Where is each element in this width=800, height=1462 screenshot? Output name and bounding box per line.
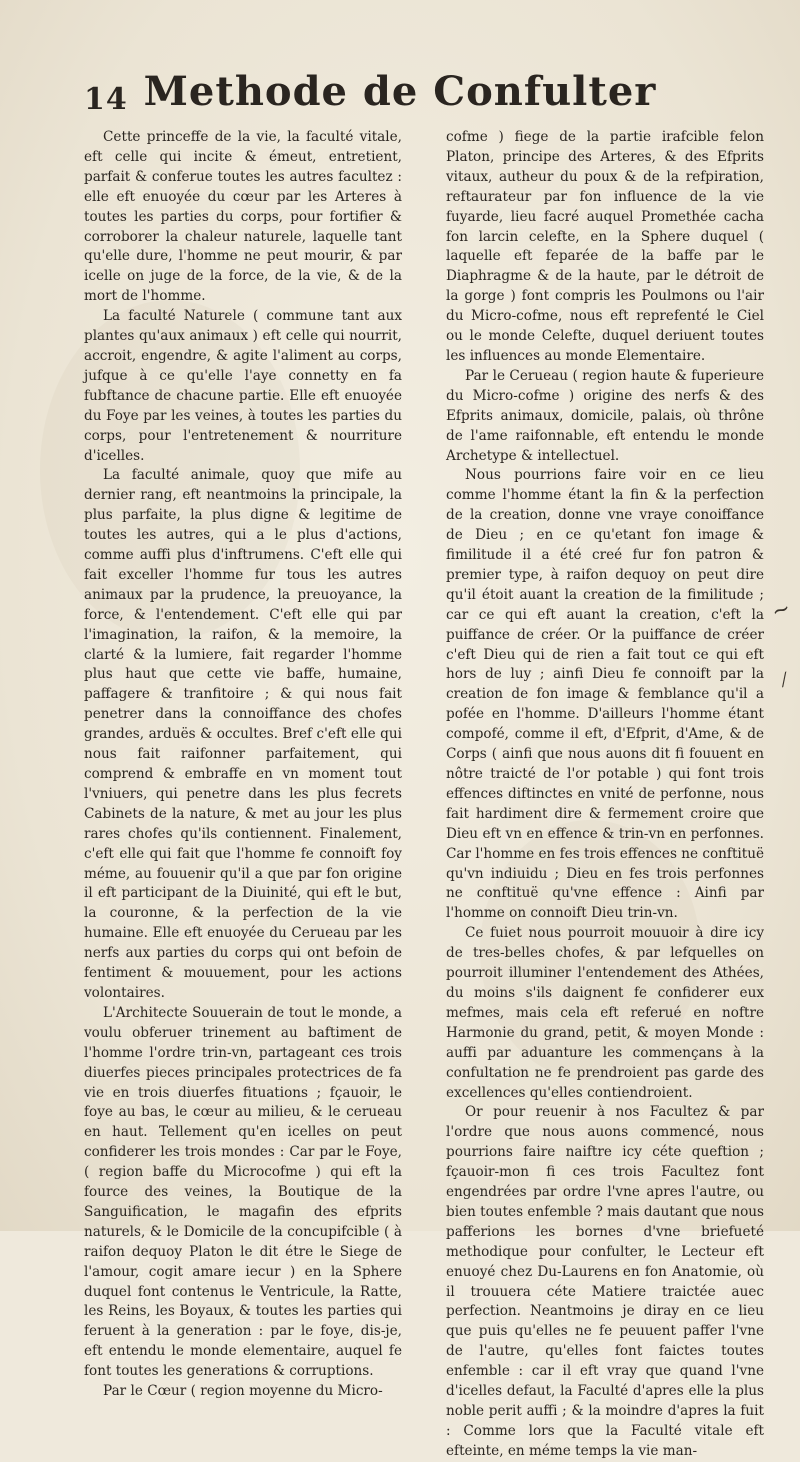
paragraph: L'Architecte Souuerain de tout le monde, a voulu obferuer trinement au baftiment de l'homme l'ordre trin-vn, partageant ces trois diuerfes pieces principales protectrices de fa vie en trois diuerfes fituations ; fçauoir, le foye au bas, le cœur au milieu, & le cerueau en haut. Tellement qu'en icelles on peut confiderer les trois mondes : Car par le Foye, ( region baffe du Microcofme ) qui eft la fource des veines, la Boutique de la Sanguification, le magafin des efprits naturels, & le Domicile de la concupifcible ( à raifon dequoy Platon le dit étre le Siege de l'amour, cogit amare iecur ) en la Sphere duquel font contenus le Ventricule, la Ratte, les Reins, les Boyaux, & toutes les parties qui feruent à la generation : par le foye, dis-je, eft entendu le monde elementaire, auquel fe font toutes les generations & corruptions. [84, 1004, 402, 1380]
running-title: Methode de Confulter [143, 68, 657, 115]
paragraph: Par le Cœur ( region moyenne du Micro- [103, 1383, 383, 1400]
paragraph: La faculté Naturele ( commune tant aux plantes qu'aux animaux ) eft celle qui nourrit, accroit, engendre, & agite l'aliment au corps, jufque à ce qu'elle l'aye connetty en fa fubftance de chacune partie. Elle eft enuoyée du Foye par les veines, à toutes les parties du corps, pour l'entretenement & nourriture d'icelles. [84, 308, 402, 464]
paragraph: Ce fuiet nous pourroit mouuoir à dire icy de tres-belles chofes, & par lefquelles on pourroit illuminer l'entendement des Athées, du moins s'ils daignent fe confiderer eux mefmes, mais cela eft referué en noftre Harmonie du grand, petit, & moyen Monde : auffi par aduanture les commençans à la confultation ne fe prendroient pas garde des excellences qu'elles contiendroient. [446, 925, 764, 1101]
page-header [0, 68, 800, 118]
paragraph: cofme ) fiege de la partie irafcible felon Platon, principe des Arteres, & des Efprits vitaux, autheur du poux & de la refpiration, reftaurateur par fon influence de la vie fuyarde, lieu facré auquel Promethée cacha fon larcin celefte, en la Sphere duquel ( laquelle eft feparée de la baffe par le Diaphragme & de la haute, par le détroit de la gorge ) font compris les Poulmons ou l'air du Micro-cofme, nous eft reprefenté le Ciel ou le monde Celefte, duquel deriuent toutes les influences au monde Elementaire. [446, 129, 764, 364]
page-number: 14 [84, 82, 128, 117]
paragraph: Par le Cerueau ( region haute & fuperieure du Micro-cofme ) origine des nerfs & des Efprits animaux, domicile, palais, où thrône de l'ame raifonnable, eft entendu le monde Archetype & intellectuel. [446, 367, 764, 464]
left-column [84, 128, 402, 1400]
paragraph: Or pour reuenir à nos Facultez & par l'ordre que nous auons commencé, nous pourrions faire naiftre icy céte queftion ; fçauoir-mon fi ces trois Facultez font engendrées par ordre l'vne apres l'autre, ou bien toutes enfemble ? mais dautant que nous pafferions les bornes d'vne briefueté methodique pour confulter, le Lecteur eft enuoyé chez Du-Laurens en fon Anatomie, où il trouuera céte Matiere traictée auec perfection. Neantmoins je diray en ce lieu que puis qu'elles ne fe peuuent paffer l'vne de l'autre, qu'elles font faictes toutes enfemble : car il eft vray que quand l'vne d'icelles defaut, la Faculté d'apres elle la plus noble perit auffi ; & la moindre d'apres la fuit : Comme lors que la Faculté vitale eft efteinte, en méme temps la vie man- [446, 1104, 764, 1459]
text-columns [84, 128, 765, 1459]
paragraph: Nous pourrions faire voir en ce lieu comme l'homme étant la fin & la perfection de la creation, donne vne vraye conoiffance de Dieu ; en ce qu'etant fon image & fimilitude il a été creé fur fon patron & premier type, à raifon dequoy on peut dire qu'il étoit auant la creation de la fimilitude ; car ce qui eft auant la creation, c'eft la puiffance de créer. Or la puiffance de créer c'eft Dieu qui de rien a fait tout ce qui eft hors de luy ; ainfi Dieu fe connoift par la creation de fon image & femblance qu'il a pofée en l'homme. D'ailleurs l'homme étant compofé, comme il eft, d'Efprit, d'Ame, & de Corps ( ainfi que nous auons dit fi fouuent en nôtre traicté de l'or potable ) qui font trois effences diftinctes en vnité de perfonne, nous fait hardiment dire & fermement croire que Dieu eft vn en effence & trin-vn en perfonnes. Car l'homme en fes trois effences ne conftituë qu'vn indiuidu ; Dieu en fes trois perfonnes ne conftituë qu'vne effence : Ainfi par l'homme on connoift Dieu trin-vn. [446, 467, 765, 922]
margin-scribble-icon: ~ [767, 595, 794, 626]
right-column [446, 128, 765, 1459]
margin-scribble-icon: ⁄ [779, 670, 790, 691]
paragraph: La faculté animale, quoy que mife au dernier rang, eft neantmoins la principale, la plus parfaite, la plus digne & legitime de toutes les autres, qui a le plus d'actions, comme auffi plus d'inftrumens. C'eft elle qui fait exceller l'homme fur tous les autres animaux par la prudence, la preuoyance, la force, & l'entendement. C'eft elle qui par l'imagination, la raifon, & la memoire, la clarté & la lumiere, fait regarder l'homme plus haut que cette vie baffe, humaine, paffagere & tranfitoire ; & qui nous fait penetrer dans la connoiffance des chofes grandes, arduës & occultes. Bref c'eft elle qui nous fait raifonner parfaitement, qui comprend & embraffe en vn moment tout l'vniuers, qui penetre dans les plus fecrets Cabinets de la nature, & met au jour les plus rares chofes qu'ils contiennent. Finalement, c'eft elle qui fait que l'homme fe connoift foy méme, au fouuenir qu'il a que par fon origine il eft participant de la Diuinité, qui eft le but, la couronne, & la perfection de la vie humaine. Elle eft enuoyée du Cerueau par les nerfs aux parties du corps qui ont befoin de fentiment & mouuement, pour les actions volontaires. [84, 467, 402, 1001]
paragraph: Cette princeffe de la vie, la faculté vitale, eft celle qui incite & émeut, entretient, parfait & conferue toutes les autres facultez : elle eft enuoyée du cœur par les Arteres à toutes les parties du corps, pour fortifier & corroborer la chaleur naturele, laquelle tant qu'elle dure, l'homme ne peut mourir, & par icelle on juge de la force, de la vie, & de la mort de l'homme. [84, 129, 402, 305]
